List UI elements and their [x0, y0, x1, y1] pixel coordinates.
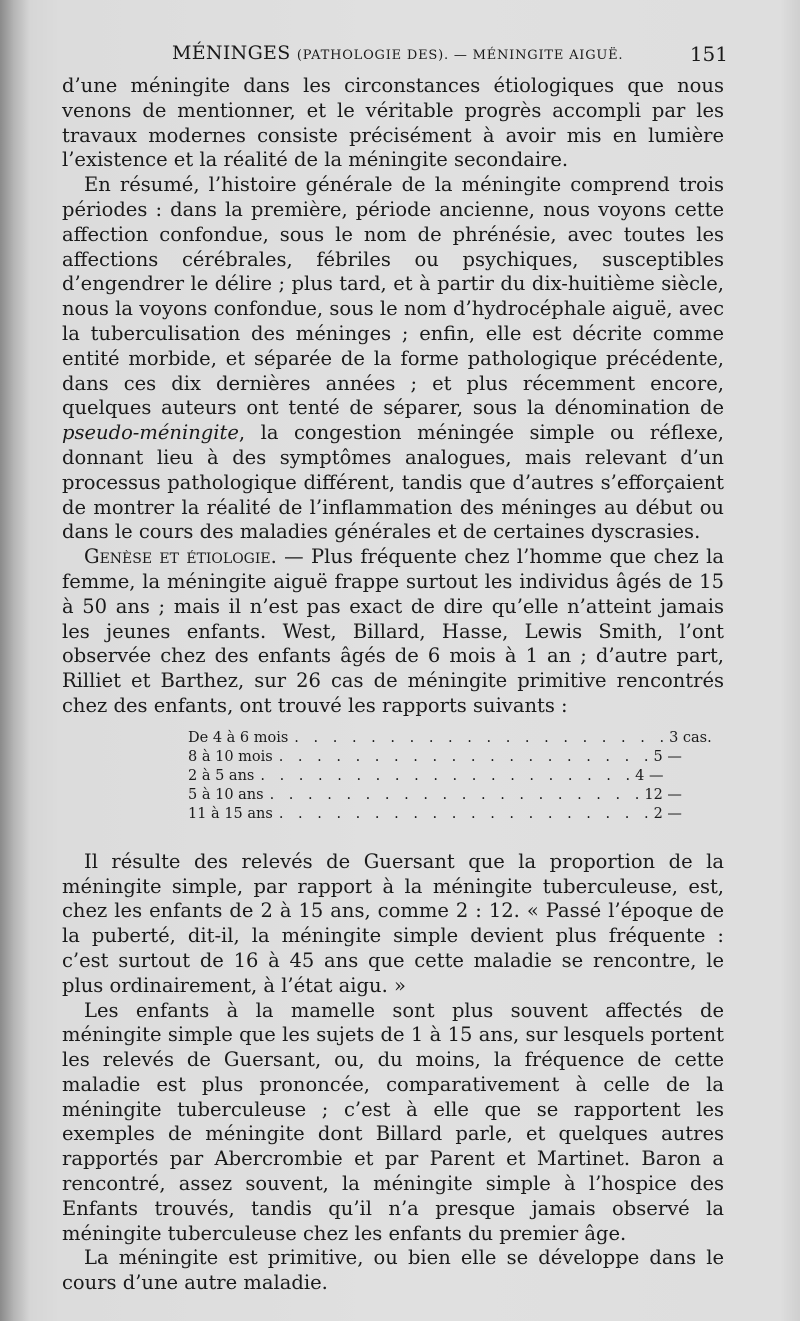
table-count: 2 —: [653, 805, 682, 822]
paragraph-3-body: — Plus fréquente chez l’homme que chez la femme, la méningite aiguë frappe surtout les individus âgés de 15 à 50 ans ; mais il n’est pas exact de dire qu’elle n’atteint jamais les jeunes enfants. West, Billard, Hasse, Lewis Smith, l’ont observée chez des enfants âgés de 6 mois à 1 an ; d’autre part, Rilliet et Barthez, sur 26 cas de méningite primitive rencontrés chez des enfants, ont trouvé les rapports suivants :: [62, 545, 724, 717]
page-header: [60, 42, 730, 66]
paragraph-2-end: , la congestion méningée simple ou réflexe, donnant lieu à des symptômes analogues, mais relevant d’un processus pathologique différent, tandis que d’autres s’efforçaient de montrer la réalité de l’inflammation des méninges au début ou dans le cours des maladies générales et de certaines dyscrasies.: [62, 421, 724, 544]
table-row: [188, 805, 682, 824]
table-range: 2 à 5 ans: [188, 767, 255, 784]
spacer: [62, 836, 724, 850]
table-range: 8 à 10 mois: [188, 748, 273, 765]
table-count: 4 —: [635, 767, 664, 784]
paragraph-2-start: En résumé, l’histoire générale de la méningite comprend trois périodes : dans la première, période ancienne, nous voyons cette affection confondue, sous le nom de phrénésie, avec toutes les affections cérébrales, fébriles ou psychiques, susceptibles d’engendrer le délire ; plus tard, et à partir du dix-huitième siècle, nous la voyons confondue, sous le nom d’hydrocéphale aiguë, avec la tuberculisation des méninges ; enfin, elle est décrite comme entité morbide, et séparée de la forme pathologique précédente, dans ces dix dernières années ; et plus récemment encore, quelques auteurs ont tenté de séparer, sous la dénomination de: [62, 173, 724, 420]
paragraph-5: Les enfants à la mamelle sont plus souvent affectés de méningite simple que les sujets de 1 à 15 ans, sur lesquels portent les relevés de Guersant, ou, du moins, la fréquence de cette maladie est plus prononcée, comparativement à celle de la méningite tuberculeuse ; c’est à elle que se rapportent les exemples de méningite dont Billard parle, et quelques autres rapportés par Abercrombie et par Parent et Martinet. Baron a rencontré, assez souvent, la méningite simple à l’hospice des Enfants trouvés, tandis qu’il n’a presque jamais observé la méningite tuberculeuse chez les enfants du premier âge.: [62, 998, 724, 1245]
table-range: 11 à 15 ans: [188, 805, 273, 822]
running-head-rest: (PATHOLOGIE DES). — MÉNINGITE AIGUË.: [296, 48, 624, 63]
table-range: De 4 à 6 mois: [188, 729, 289, 746]
table-row: [188, 786, 682, 805]
section-heading: Genèse et étiologie.: [84, 545, 277, 569]
age-distribution-table: [188, 729, 712, 824]
paragraph-2-italic-term: pseudo-méningite: [62, 421, 239, 445]
leader-dots: . . . . . . . . . . . . . . . . . . . .: [260, 767, 636, 784]
paragraph-3: [62, 545, 724, 719]
table-count: 5 —: [653, 748, 682, 765]
table-count: 3 cas.: [669, 729, 712, 746]
table-range: 5 à 10 ans: [188, 786, 264, 803]
leader-dots: . . . . . . . . . . . . . . . . . . . .: [294, 729, 670, 746]
table-count: 12 —: [644, 786, 682, 803]
body-text: [62, 74, 724, 1296]
running-head-main: MÉNINGES: [172, 42, 291, 64]
paragraph-2: [62, 173, 724, 545]
table-row: [188, 729, 712, 748]
paragraph-4: Il résulte des relevés de Guersant que la proportion de la méningite simple, par rapport à la méningite tuberculeuse, est, chez les enfants de 2 à 15 ans, comme 2 : 12. « Passé l’époque de la puberté, dit-il, la méningite simple devient plus fréquente : c’est surtout de 16 à 45 ans que cette maladie se rencontre, le plus ordinairement, à l’état aigu. »: [62, 849, 724, 997]
paragraph-1: d’une méningite dans les circonstances étiologiques que nous venons de mentionner, et le véritable progrès accompli par les travaux modernes consiste précisément à avoir mis en lumière l’existence et la réalité de la méningite secondaire.: [62, 74, 724, 172]
table-row: [188, 767, 664, 786]
leader-dots: . . . . . . . . . . . . . . . . . . . .: [278, 748, 654, 765]
paragraph-6: La méningite est primitive, ou bien elle se développe dans le cours d’une autre maladie.: [62, 1246, 724, 1295]
leader-dots: . . . . . . . . . . . . . . . . . . . .: [278, 805, 654, 822]
leader-dots: . . . . . . . . . . . . . . . . . . . .: [269, 786, 645, 803]
running-head: [172, 42, 623, 64]
page-number: 151: [689, 42, 728, 66]
table-row: [188, 748, 682, 767]
